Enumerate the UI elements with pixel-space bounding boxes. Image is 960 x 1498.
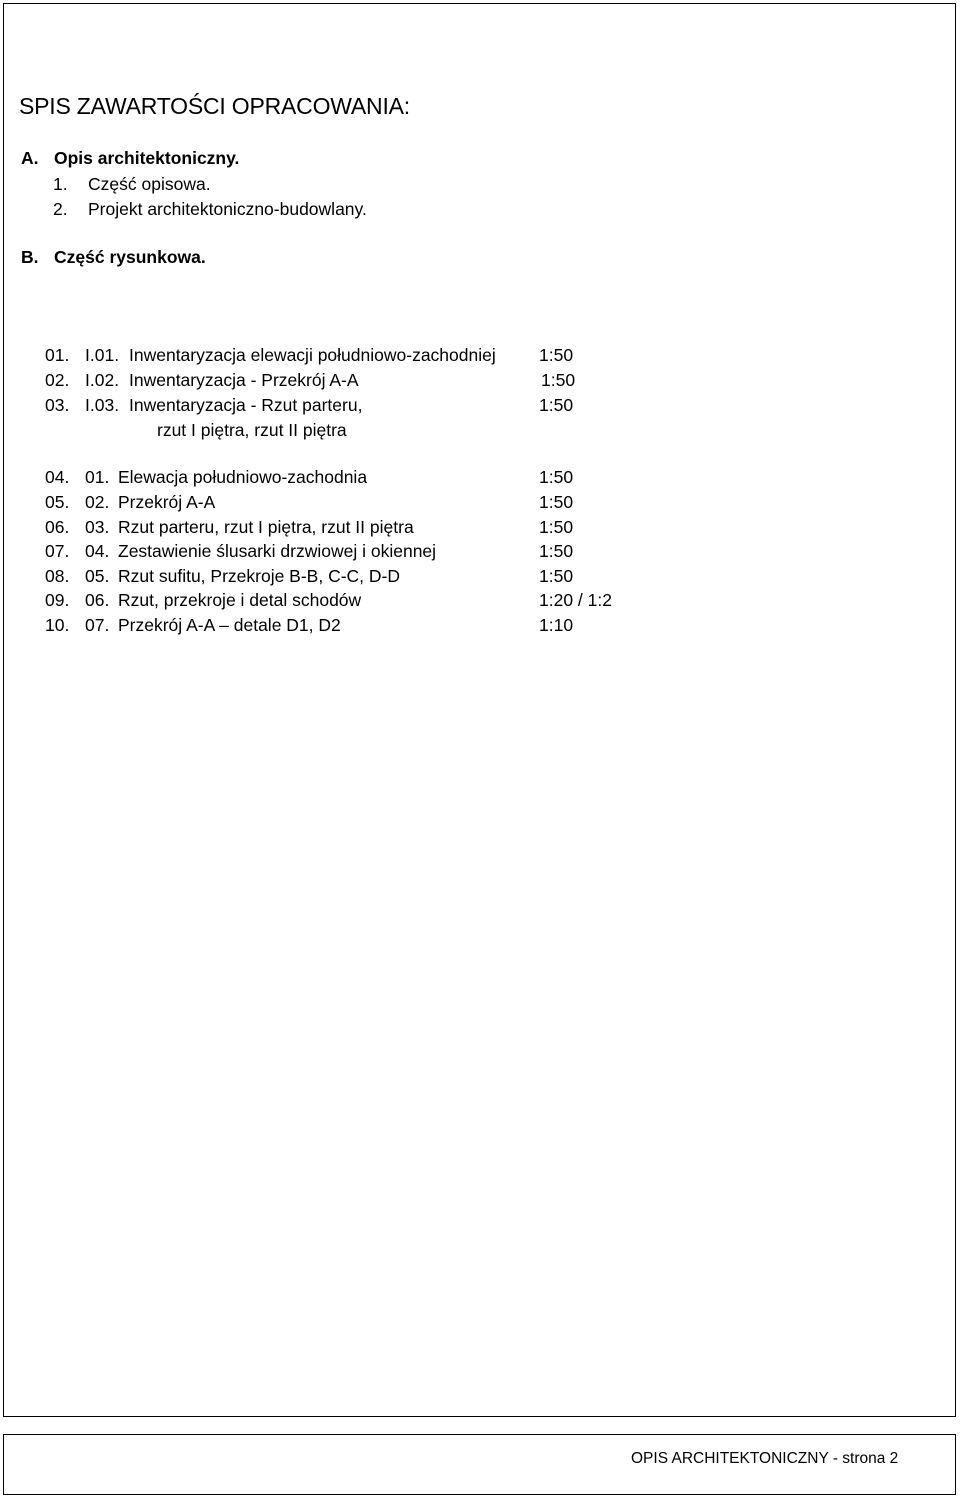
drawing-row-number: 03. — [45, 395, 70, 415]
drawing-row-scale: 1:50 — [539, 395, 574, 415]
drawing-row-code: 07. — [85, 615, 110, 635]
drawing-row-title: Rzut sufitu, Przekroje B-B, C-C, D-D — [118, 566, 400, 586]
drawing-row-number: 01. — [45, 345, 70, 365]
drawing-row-code: 04. — [85, 541, 110, 561]
section-b-letter: B. — [21, 247, 39, 267]
drawing-row-scale: 1:20 / 1:2 — [539, 590, 612, 610]
drawing-row-scale: 1:50 — [539, 467, 574, 487]
section-a-letter: A. — [21, 148, 39, 168]
drawing-row-code: 02. — [85, 492, 110, 512]
drawing-row-scale: 1:10 — [539, 615, 574, 635]
drawing-row-scale: 1:50 — [541, 370, 576, 390]
drawing-row-number: 06. — [45, 517, 70, 537]
drawing-row-title: Inwentaryzacja - Przekrój A-A — [129, 370, 359, 390]
drawing-row-scale: 1:50 — [539, 541, 574, 561]
footer-page-label: OPIS ARCHITEKTONICZNY - strona 2 — [631, 1450, 899, 1467]
drawing-row-number: 09. — [45, 590, 70, 610]
drawing-row-number: 10. — [45, 615, 70, 635]
section-a-item-2-number: 2. — [53, 199, 68, 219]
drawing-row-title: Przekrój A-A — [118, 492, 216, 512]
section-a-item-2-text: Projekt architektoniczno-budowlany. — [88, 199, 367, 219]
drawing-row-number: 04. — [45, 467, 70, 487]
drawing-row-scale: 1:50 — [539, 345, 574, 365]
drawing-row-title: Zestawienie ślusarki drzwiowej i okiennej — [118, 541, 437, 561]
drawing-row-number: 08. — [45, 566, 70, 586]
drawing-row-title-continuation: rzut I piętra, rzut II piętra — [157, 420, 347, 440]
drawing-row-code: 03. — [85, 517, 110, 537]
drawing-row-title: Inwentaryzacja elewacji południowo-zachodniej — [129, 345, 496, 365]
drawing-row-scale: 1:50 — [539, 517, 574, 537]
drawing-row-code: I.01. — [85, 345, 120, 365]
drawing-row-title: Rzut, przekroje i detal schodów — [118, 590, 362, 610]
drawing-row-code: 05. — [85, 566, 110, 586]
section-a-item-1-number: 1. — [53, 174, 68, 194]
section-a-title: Opis architektoniczny. — [54, 148, 240, 168]
drawing-row-title: Rzut parteru, rzut I piętra, rzut II piętra — [118, 517, 414, 537]
drawing-row-code: 06. — [85, 590, 110, 610]
drawing-row-code: I.02. — [85, 370, 120, 390]
drawing-row-title: Inwentaryzacja - Rzut parteru, — [129, 395, 363, 415]
page-title: SPIS ZAWARTOŚCI OPRACOWANIA: — [19, 93, 410, 119]
drawing-row-number: 07. — [45, 541, 70, 561]
drawing-row-scale: 1:50 — [539, 566, 574, 586]
section-b-title: Część rysunkowa. — [54, 247, 206, 267]
drawing-row-code: 01. — [85, 467, 110, 487]
drawing-row-scale: 1:50 — [539, 492, 574, 512]
drawing-row-title: Elewacja południowo-zachodnia — [118, 467, 368, 487]
drawing-row-title: Przekrój A-A – detale D1, D2 — [118, 615, 341, 635]
drawing-row-number: 05. — [45, 492, 70, 512]
section-a-item-1-text: Część opisowa. — [88, 174, 211, 194]
drawing-row-number: 02. — [45, 370, 70, 390]
drawing-row-code: I.03. — [85, 395, 120, 415]
